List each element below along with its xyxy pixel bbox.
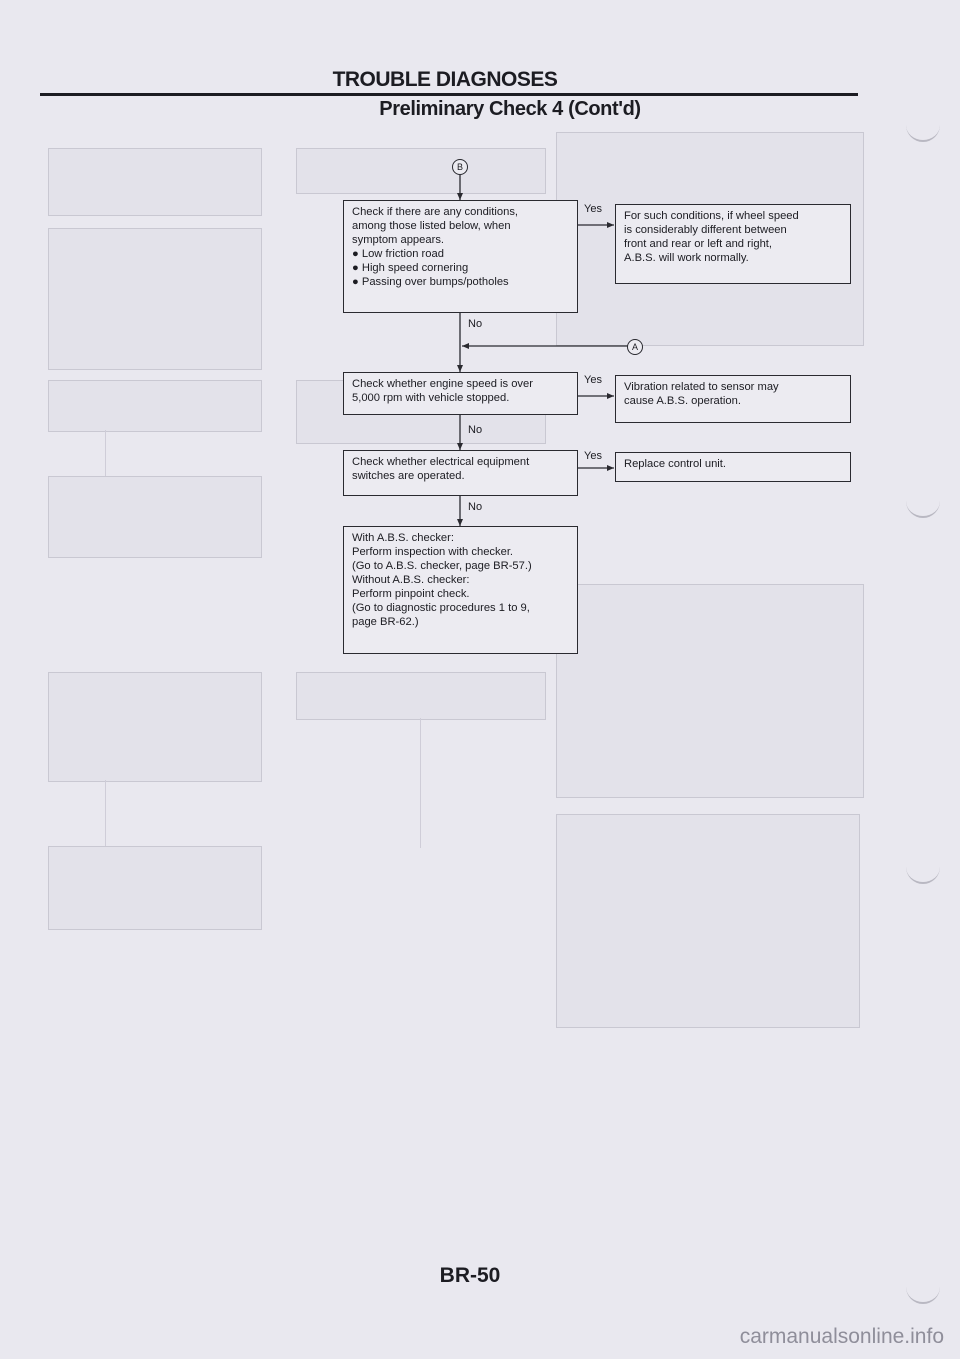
final-inspection-box: With A.B.S. checker: Perform inspection with checker. (Go to A.B.S. checker, page BR-57.) Without A.B.S. checker: Perform pinpoint check. (Go to diagnostic procedures 1 to 9, page BR-62.)	[343, 526, 578, 654]
result-conditions-box: For such conditions, if wheel speed is considerably different between front and rear or left and right, A.B.S. will work normally.	[615, 204, 851, 284]
no-label: No	[468, 318, 483, 330]
no-label: No	[468, 424, 483, 436]
no-label: No	[468, 501, 483, 513]
section-title: TROUBLE DIAGNOSES	[332, 68, 558, 91]
check-engine-speed-box: Check whether engine speed is over 5,000 rpm with vehicle stopped.	[343, 372, 578, 415]
connector-marker-a: A	[627, 339, 643, 355]
yes-label: Yes	[584, 450, 602, 462]
result-replace-box: Replace control unit.	[615, 452, 851, 482]
connector-marker-b: B	[452, 159, 468, 175]
yes-label: Yes	[584, 203, 602, 215]
yes-label: Yes	[584, 374, 602, 386]
result-vibration-box: Vibration related to sensor may cause A.B.S. operation.	[615, 375, 851, 423]
page-number: BR-50	[439, 1264, 501, 1287]
check-electrical-box: Check whether electrical equipment switches are operated.	[343, 450, 578, 496]
check-conditions-box: Check if there are any conditions, among those listed below, when symptom appears. ● Low friction road ● High speed cornering ● Passing over bumps/potholes	[343, 200, 578, 313]
page-subtitle: Preliminary Check 4 (Cont'd)	[379, 98, 641, 120]
site-watermark: carmanualsonline.info	[739, 1325, 944, 1348]
